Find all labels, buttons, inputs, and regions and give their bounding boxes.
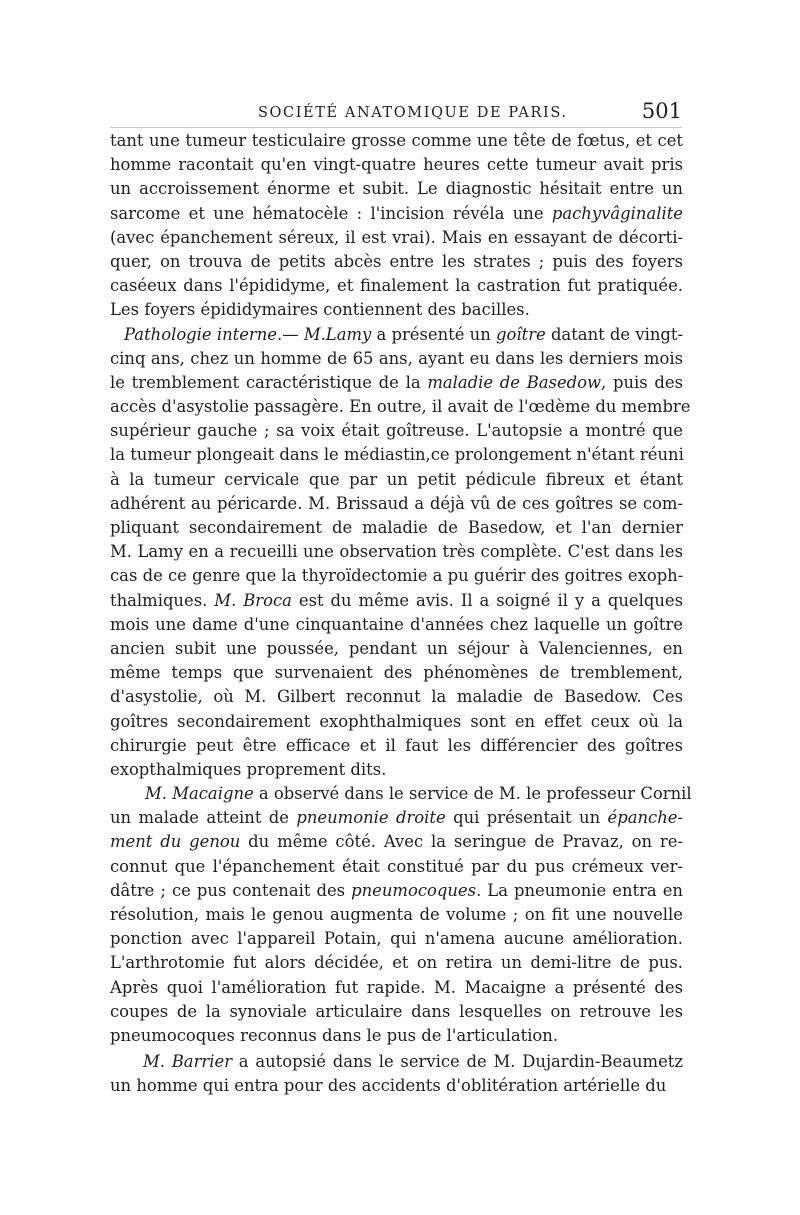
- text-line: [110, 1050, 683, 1074]
- text-line: [110, 129, 683, 153]
- text-run: Après quoi l'amélioration fut rapide. M. Macaigne a présenté des: [110, 977, 683, 997]
- italic-text: pneumonie droite: [296, 808, 446, 828]
- text-run: chirurgie peut être efficace et il faut les différencier des goîtres: [110, 735, 683, 755]
- text-line: [110, 710, 683, 734]
- text-run: dâtre ; ce pus contenait des: [110, 880, 352, 900]
- text-run: (avec épanchement séreux, il est vrai). Mais en essayant de décorti-: [110, 227, 683, 247]
- text-line: [110, 758, 683, 782]
- running-title: SOCIÉTÉ ANATOMIQUE DE PARIS.: [258, 105, 568, 121]
- text-line: [110, 734, 683, 758]
- italic-text: M. Barrier: [143, 1052, 233, 1072]
- text-run: homme racontait qu'en vingt-quatre heures cette tumeur avait pris: [110, 155, 683, 175]
- text-run: à la tumeur cervicale que par un petit pédicule fibreux et étant: [110, 469, 683, 489]
- text-run: sarcome et une hématocèle : l'incision révéla une: [110, 203, 552, 223]
- text-line: [110, 202, 683, 226]
- text-run: mois une dame d'une cinquantaine d'années chez laquelle un goître: [110, 614, 683, 634]
- text-run: M. Lamy en a recueilli une observation très complète. C'est dans les: [110, 542, 683, 562]
- text-run: connut que l'épanchement était constitué par du pus crémeux ver-: [110, 856, 683, 876]
- text-run: , puis des: [601, 372, 684, 392]
- text-line: [110, 927, 683, 951]
- text-run: cas de ce genre que la thyroïdectomie a pu guérir des goitres exoph-: [110, 566, 684, 586]
- text-run: supérieur gauche ; sa voix était goîtreuse. L'autopsie a montré que: [110, 421, 683, 441]
- italic-text: pneumocoques: [351, 880, 477, 900]
- text-line: [110, 903, 683, 927]
- text-line: [110, 492, 683, 516]
- text-run: a autopsié dans le service de M. Dujardin-Beaumetz: [232, 1052, 683, 1072]
- italic-text: épanche-: [607, 808, 683, 828]
- text-line: [110, 177, 683, 201]
- text-line: [110, 443, 683, 467]
- text-line: [110, 685, 683, 709]
- italic-text: pachyvâginalite: [551, 203, 683, 223]
- text-line: [110, 1074, 683, 1098]
- text-run: un malade atteint de: [110, 808, 297, 828]
- text-run: la tumeur plongeait dans le médiastin,ce prolongement n'étant réuni: [110, 445, 684, 465]
- text-line: [110, 951, 683, 975]
- text-run: adhérent au péricarde. M. Brissaud a déjà vû de ces goîtres se com-: [110, 493, 683, 513]
- page-header: [110, 101, 682, 128]
- text-run: ancien subit une poussée, pendant un séjour à Valenciennes, en: [110, 638, 683, 658]
- italic-text: ment du genou: [110, 832, 241, 852]
- text-line: [110, 976, 683, 1000]
- page-number: 501: [641, 99, 682, 123]
- text-run: a présenté un: [371, 324, 496, 344]
- text-run: goîtres secondairement exophthalmiques sont en effet ceux où la: [110, 711, 683, 731]
- text-run: tant une tumeur testiculaire grosse comme une tête de fœtus, et cet: [110, 131, 683, 150]
- text-run: Les foyers épididymaires contiennent des bacilles.: [110, 300, 530, 320]
- text-run: accès d'asystolie passagère. En outre, il avait de l'œdème du membre: [110, 397, 691, 417]
- text-run: même temps que survenaient des phénomènes de tremblement,: [110, 663, 683, 683]
- text-run: . La pneumonie entra en: [476, 880, 683, 900]
- text-line: [110, 564, 683, 588]
- text-run: ponction avec l'appareil Potain, qui n'amena aucune amélioration.: [110, 929, 683, 949]
- text-line: [110, 298, 683, 322]
- text-run: résolution, mais le genou augmenta de volume ; on fit une nouvelle: [110, 905, 683, 924]
- text-line: [110, 661, 683, 685]
- text-line: [110, 468, 683, 492]
- text-run: thalmiques.: [110, 590, 215, 610]
- text-run: un homme qui entra pour des accidents d'oblitération artérielle du: [110, 1076, 667, 1096]
- text-run: L'arthrotomie fut alors décidée, et on retira un demi-litre de pus.: [110, 953, 683, 973]
- text-line: [110, 830, 683, 854]
- text-line: [110, 347, 683, 371]
- text-line: [110, 540, 683, 564]
- text-run: caséeux dans l'épididyme, et finalement la castration fut pratiquée.: [110, 276, 683, 296]
- text-line: [110, 371, 683, 395]
- text-run: cinq ans, chez un homme de 65 ans, ayant eu dans les derniers mois: [110, 348, 683, 368]
- text-line: [110, 226, 683, 250]
- text-line: [110, 395, 691, 419]
- text-run: un accroissement énorme et subit. Le diagnostic hésitait entre un: [110, 179, 683, 199]
- text-run: datant de vingt-: [545, 324, 683, 344]
- text-line: [110, 274, 683, 298]
- italic-text: Pathologie interne.— M.Lamy: [124, 324, 372, 344]
- text-line: [110, 589, 683, 613]
- body-text: [110, 129, 692, 1099]
- italic-text: maladie de Basedow: [427, 372, 602, 392]
- italic-text: M. Broca: [214, 590, 292, 610]
- text-line: [110, 637, 683, 661]
- text-run: le tremblement caractéristique de la: [110, 372, 428, 392]
- text-run: exopthalmiques proprement dits.: [110, 759, 387, 779]
- text-line: [110, 1000, 683, 1024]
- text-run: est du même avis. Il a soigné il y a quelques: [291, 590, 683, 610]
- text-line: [110, 879, 683, 903]
- text-run: pneumocoques reconnus dans le pus de l'articulation.: [110, 1025, 559, 1045]
- text-line: [110, 419, 683, 443]
- text-line: [110, 613, 683, 637]
- text-run: d'asystolie, où M. Gilbert reconnut la maladie de Basedow. Ces: [110, 687, 683, 707]
- text-line: [110, 323, 683, 347]
- text-line: [110, 806, 683, 830]
- text-run: qui présentait un: [445, 808, 608, 828]
- text-line: [110, 250, 683, 274]
- text-line: [110, 1024, 683, 1048]
- text-run: pliquant secondairement de maladie de Basedow, et l'an dernier: [110, 518, 683, 537]
- text-run: coupes de la synoviale articulaire dans lesquelles on retrouve les: [110, 1001, 683, 1021]
- text-run: a observé dans le service de M. le professeur Cornil: [253, 784, 692, 804]
- italic-text: goître: [496, 324, 546, 344]
- text-line: [110, 516, 683, 540]
- italic-text: M. Macaigne: [145, 784, 254, 804]
- text-run: du même côté. Avec la seringue de Pravaz, on re-: [240, 832, 683, 852]
- text-line: [110, 782, 692, 806]
- text-run: quer, on trouva de petits abcès entre les strates ; puis des foyers: [110, 251, 683, 271]
- text-line: [110, 855, 683, 879]
- text-line: [110, 153, 683, 177]
